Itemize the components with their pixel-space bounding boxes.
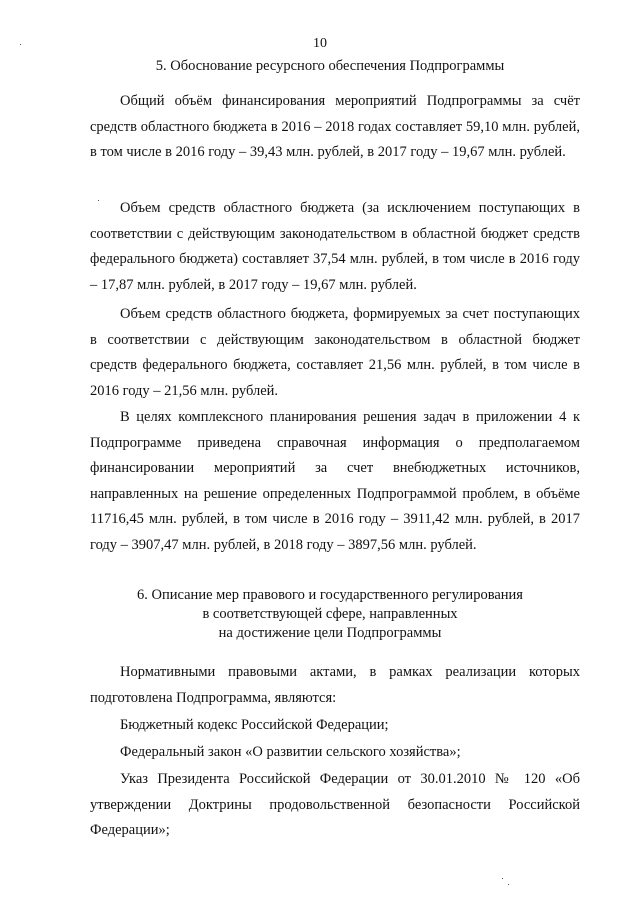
section-6-heading-line-1: 6. Описание мер правового и государственного регулирования — [137, 587, 523, 603]
scan-speck — [508, 884, 509, 885]
section-6-heading — [0, 586, 640, 643]
section-6-list-item-federal-law: Федеральный закон «О развитии сельского хозяйства»; — [120, 744, 461, 760]
scan-speck — [502, 878, 503, 879]
section-5-paragraph-1: Общий объём финансирования мероприятий Подпрограммы за счёт средств областного бюджета в 2016 – 2018 годах составляет 59,10 млн. рублей, в том числе в 2016 году – 39,43 млн. рублей, в 2017 году – 19,67 млн. рублей. — [90, 93, 580, 160]
section-6-heading-line-2: в соответствующей сфере, направленных — [202, 606, 458, 622]
section-5-heading: 5. Обоснование ресурсного обеспечения Подпрограммы — [155, 58, 505, 74]
page-number: 10 — [313, 36, 327, 51]
scan-speck — [20, 44, 21, 45]
section-6-paragraph-1: Нормативными правовыми актами, в рамках реализации которых подготовлена Подпрограмма, являются: — [90, 664, 580, 706]
section-5-paragraph-2: Объем средств областного бюджета (за исключением поступающих в соответствии с действующим законодательством в областной бюджет средств федерального бюджета) составляет 37,54 млн. рублей, в том числе в 2016 году – 17,87 млн. рублей, в 2017 году – 19,67 млн. рублей. — [90, 200, 580, 293]
section-6-heading-line-3: на достижение цели Подпрограммы — [218, 625, 442, 641]
section-6-list-item-presidential-decree: Указ Президента Российской Федерации от 30.01.2010 № 120 «Об утверждении Доктрины продовольственной безопасности Российской Федерации»; — [90, 771, 580, 838]
scan-speck — [98, 200, 99, 201]
section-5-paragraph-3: Объем средств областного бюджета, формируемых за счет поступающих в соответствии с действующим законодательством в областной бюджет средств федерального бюджета, составляет 21,56 млн. рублей, в том числе в 2016 году – 21,56 млн. рублей. — [90, 306, 580, 399]
section-5-paragraph-4: В целях комплексного планирования решения задач в приложении 4 к Подпрограмме приведена справочная информация о предполагаемом финансировании мероприятий за счет внебюджетных источников, направленных на решение определенных Подпрограммой проблем, в объёме 11716,45 млн. рублей, в том числе в 2016 году – 3911,42 млн. рублей, в 2017 году – 3907,47 млн. рублей, в 2018 году – 3897,56 млн. рублей. — [90, 409, 580, 553]
section-6-list-item-budget-code: Бюджетный кодекс Российской Федерации; — [120, 717, 389, 733]
